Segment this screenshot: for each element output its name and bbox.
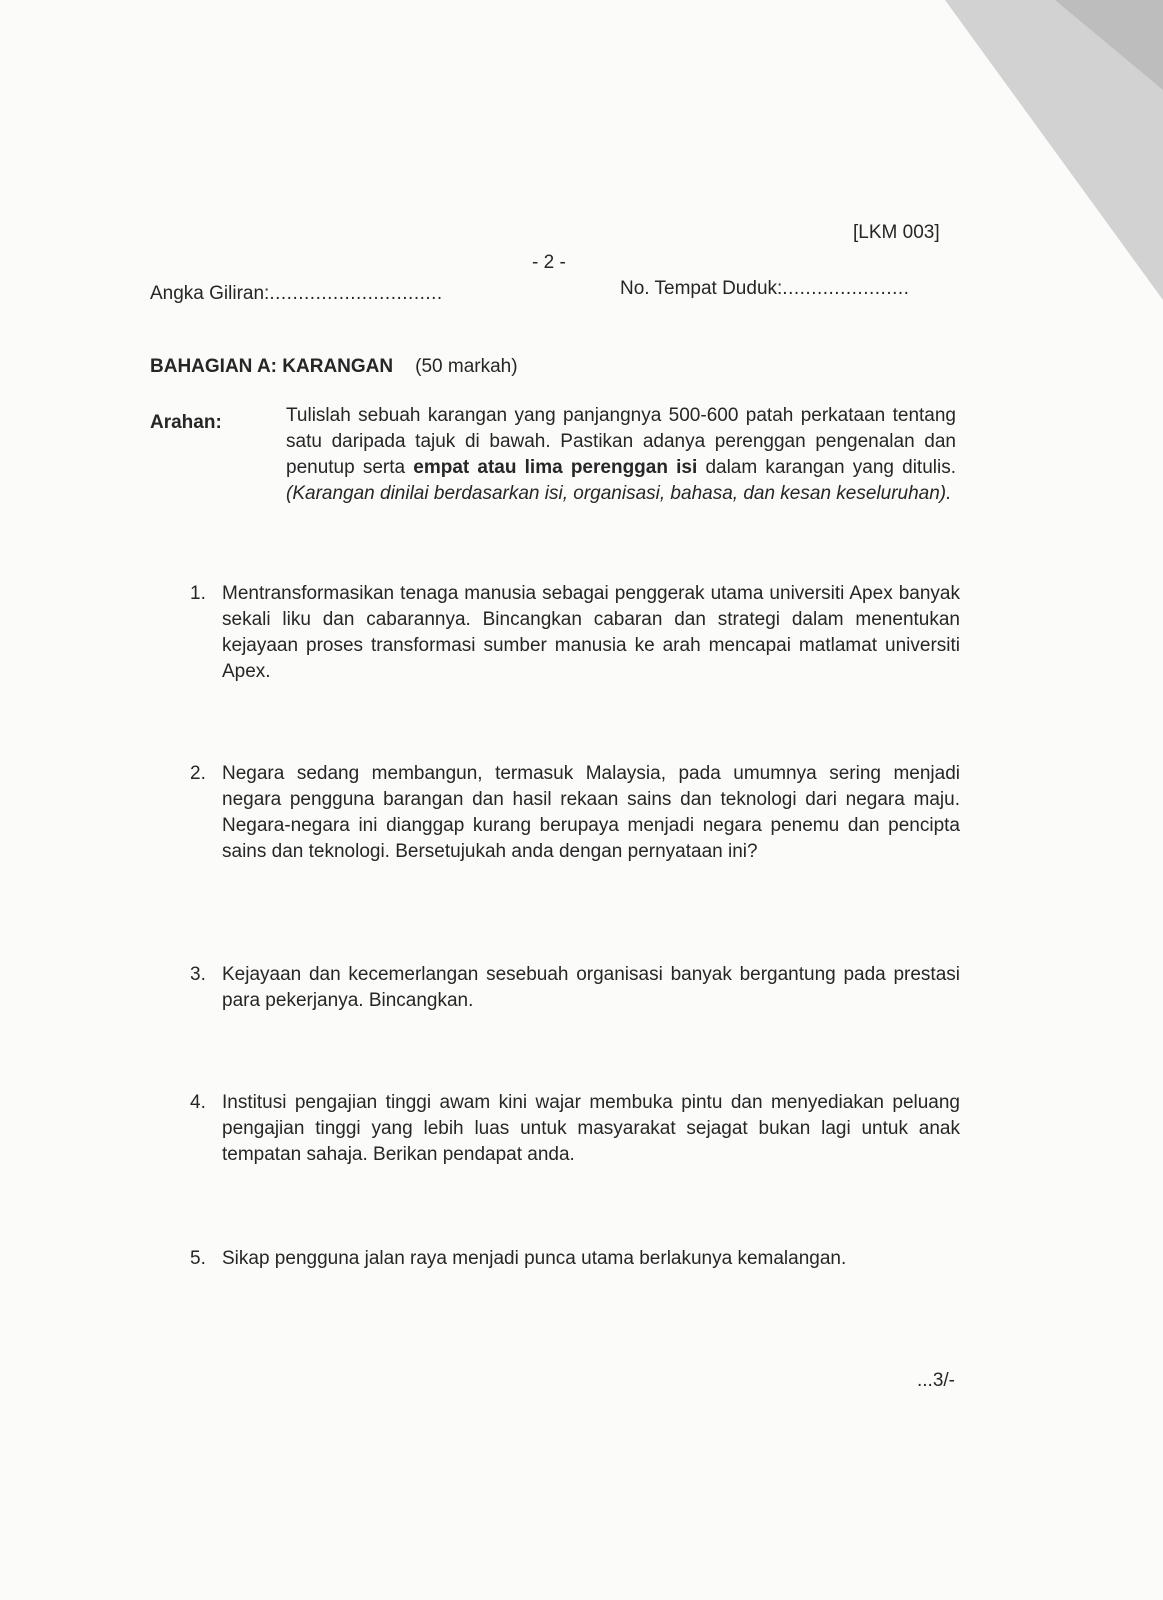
angka-giliran-label: Angka Giliran: bbox=[150, 283, 270, 304]
question-number: 5. bbox=[190, 1248, 206, 1269]
page-number: - 2 - bbox=[532, 252, 566, 273]
section-title: BAHAGIAN A: KARANGAN bbox=[150, 356, 394, 377]
tempat-duduk-label: No. Tempat Duduk: bbox=[620, 278, 783, 299]
question-text: Institusi pengajian tinggi awam kini wajar membuka pintu dan menyediakan peluang pengajian tinggi yang lebih luas untuk masyarakat sejagat bukan lagi untuk anak tempatan sahaja. Berikan pendapat anda. bbox=[222, 1092, 960, 1165]
question-number: 4. bbox=[190, 1092, 206, 1113]
question-number: 1. bbox=[190, 583, 206, 604]
question-number: 3. bbox=[190, 964, 206, 985]
course-code: [LKM 003] bbox=[853, 222, 940, 243]
question-text: Negara sedang membangun, termasuk Malaysia, pada umumnya sering menjadi negara pengguna barangan dan hasil rekaan sains dan teknologi dari negara maju. Negara-negara ini dianggap kurang berupaya menjadi negara penemu dan pencipta sains dan teknologi. Bersetujukah anda dengan pernyataan ini? bbox=[222, 763, 960, 862]
question-text: Sikap pengguna jalan raya menjadi punca utama berlakunya kemalangan. bbox=[222, 1248, 847, 1269]
section-heading bbox=[150, 356, 518, 378]
question-text: Mentransformasikan tenaga manusia sebagai penggerak utama universiti Apex banyak sekali liku dan cabarannya. Bincangkan cabaran dan strategi dalam menentukan kejayaan proses transformasi sumber manusia ke arah mencapai matlamat universiti Apex. bbox=[222, 583, 960, 682]
instructions-text-part2: dalam karangan yang ditulis. bbox=[697, 457, 956, 478]
tempat-duduk-blank: ...................... bbox=[782, 278, 910, 299]
continue-marker: ...3/- bbox=[917, 1370, 956, 1391]
instructions-text-part1: Tulislah sebuah karangan yang panjangnya 500-600 patah perkataan tentang satu daripada tajuk di bawah. Pastikan adanya perenggan pengenalan dan penutup serta bbox=[286, 405, 956, 478]
instructions-label: Arahan: bbox=[150, 412, 222, 433]
instructions-emphasis: empat atau lima perenggan isi bbox=[413, 457, 698, 478]
instructions-assessment-note: (Karangan dinilai berdasarkan isi, organisasi, bahasa, dan kesan keseluruhan). bbox=[286, 483, 952, 504]
instructions-text bbox=[286, 403, 956, 507]
tempat-duduk-field bbox=[620, 278, 909, 300]
section-marks: (50 markah) bbox=[415, 356, 518, 377]
angka-giliran-field bbox=[150, 283, 443, 305]
question-text: Kejayaan dan kecemerlangan sesebuah organisasi banyak bergantung pada prestasi para pekerjanya. Bincangkan. bbox=[222, 964, 960, 1011]
question-number: 2. bbox=[190, 763, 206, 784]
angka-giliran-blank: .............................. bbox=[269, 283, 443, 304]
